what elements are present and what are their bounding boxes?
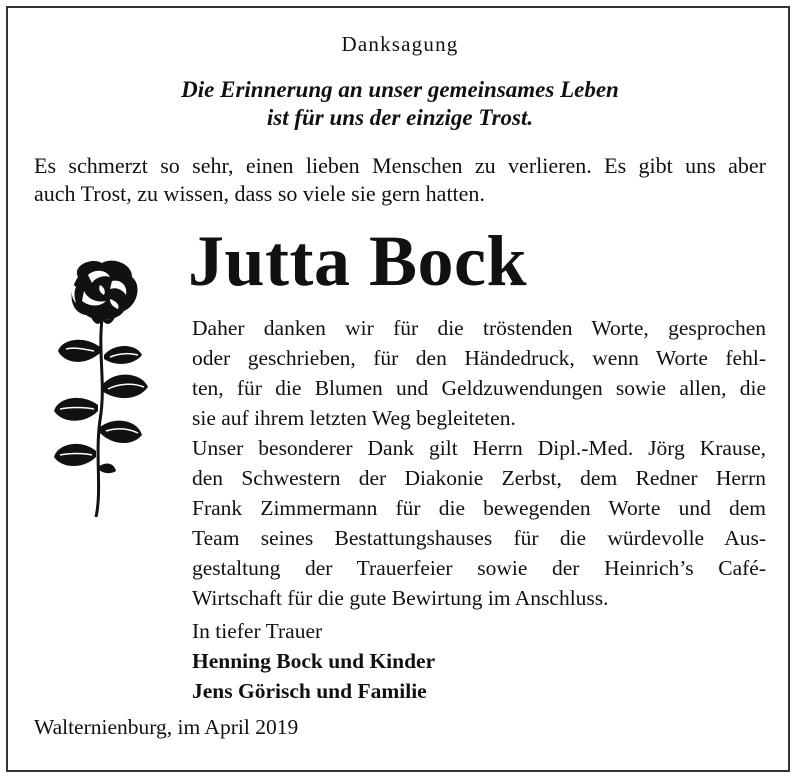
intro-text <box>34 152 766 208</box>
motto-line-1: Die Erinnerung an unser gemeinsames Leben <box>181 77 619 102</box>
mourning-intro: In tiefer Trauer <box>192 619 323 643</box>
thanks-line: gestaltung der Trauerfeier sowie der Heinrich’s Café- <box>192 556 766 580</box>
thanks-line: Wirtschaft für die gute Bewirtung im Anschluss. <box>192 586 609 610</box>
thanks-text <box>192 313 766 613</box>
thanks-line: Daher danken wir für die tröstenden Worte, gesprochen <box>192 316 766 340</box>
thanks-line: oder geschrieben, für den Händedruck, wenn Worte fehl- <box>192 346 766 370</box>
rose-icon <box>40 255 160 525</box>
intro-line-2: auch Trost, zu wissen, dass so viele sie gern hatten. <box>34 181 485 206</box>
intro-line-1: Es schmerzt so sehr, einen lieben Menschen zu verlieren. Es gibt uns aber <box>34 153 766 178</box>
mourner-family-1: Henning Bock und Kinder <box>192 649 436 673</box>
place-date: Walternienburg, im April 2019 <box>34 715 299 739</box>
mourners <box>192 616 435 706</box>
thanks-line: Frank Zimmermann für die bewegenden Worte und dem <box>192 496 766 520</box>
deceased-name: Jutta Bock <box>188 221 528 301</box>
motto <box>0 76 800 132</box>
motto-line-2: ist für uns der einzige Trost. <box>266 105 534 130</box>
thanks-line: ten, für die Blumen und Geldzuwendungen sowie allen, die <box>192 376 766 400</box>
thanks-line: Team seines Bestattungshauses für die würdevolle Aus- <box>192 526 766 550</box>
thanks-line: Unser besonderer Dank gilt Herrn Dipl.-Med. Jörg Krause, <box>192 436 766 460</box>
notice-heading: Danksagung <box>341 32 459 56</box>
mourner-family-2: Jens Görisch und Familie <box>192 679 427 703</box>
thanks-line: den Schwestern der Diakonie Zerbst, dem Redner Herrn <box>192 466 766 490</box>
thanks-line: sie auf ihrem letzten Weg begleiteten. <box>192 406 516 430</box>
